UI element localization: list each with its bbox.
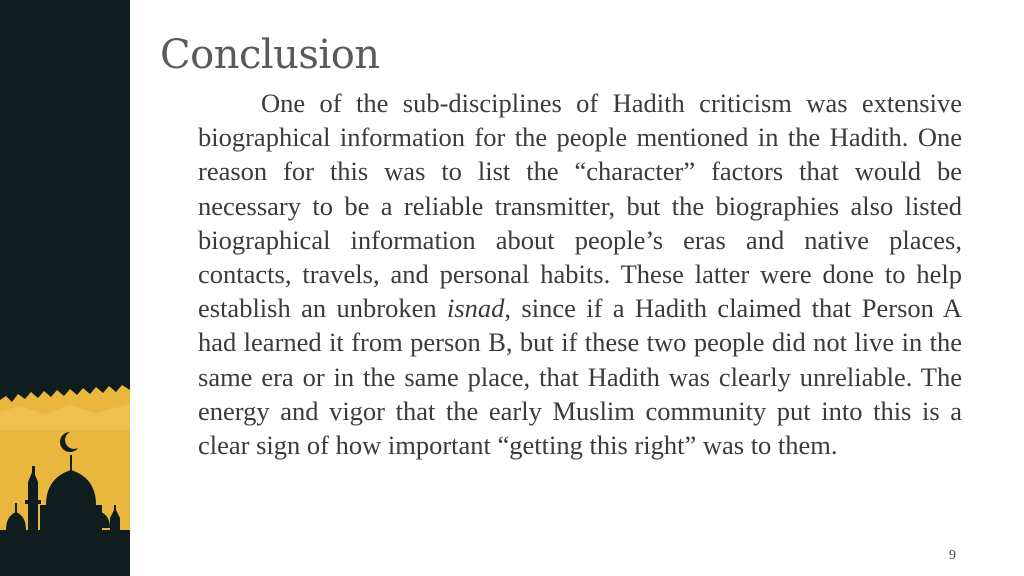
page-number: 9 (949, 548, 956, 563)
paragraph-italic-term: isnad (446, 293, 505, 324)
paragraph-text-part-1: One of the sub-disciplines of Hadith criticism was extensive biographical information for the people mentioned in the Hadith. One reason for this was to list the “character” factors that would be necessary to be a reliable transmitter, but the biographies also listed biographical information about people’s eras and native places, contacts, travels, and personal habits. These latter were done to help establish an unbroken (198, 88, 962, 324)
conclusion-paragraph (198, 86, 962, 462)
page-title: Conclusion (160, 32, 380, 78)
sidebar-decoration (0, 0, 130, 576)
paragraph-text-part-2: , since if a Hadith claimed that Person A had learned it from person B, but if these two people did not live in the same era or in the same place, that Hadith was clearly unreliable. The energy and vigor that the early Muslim community put into this is a clear sign of how important “getting this right” was to them. (198, 293, 962, 461)
mosque-illustration (0, 0, 130, 576)
